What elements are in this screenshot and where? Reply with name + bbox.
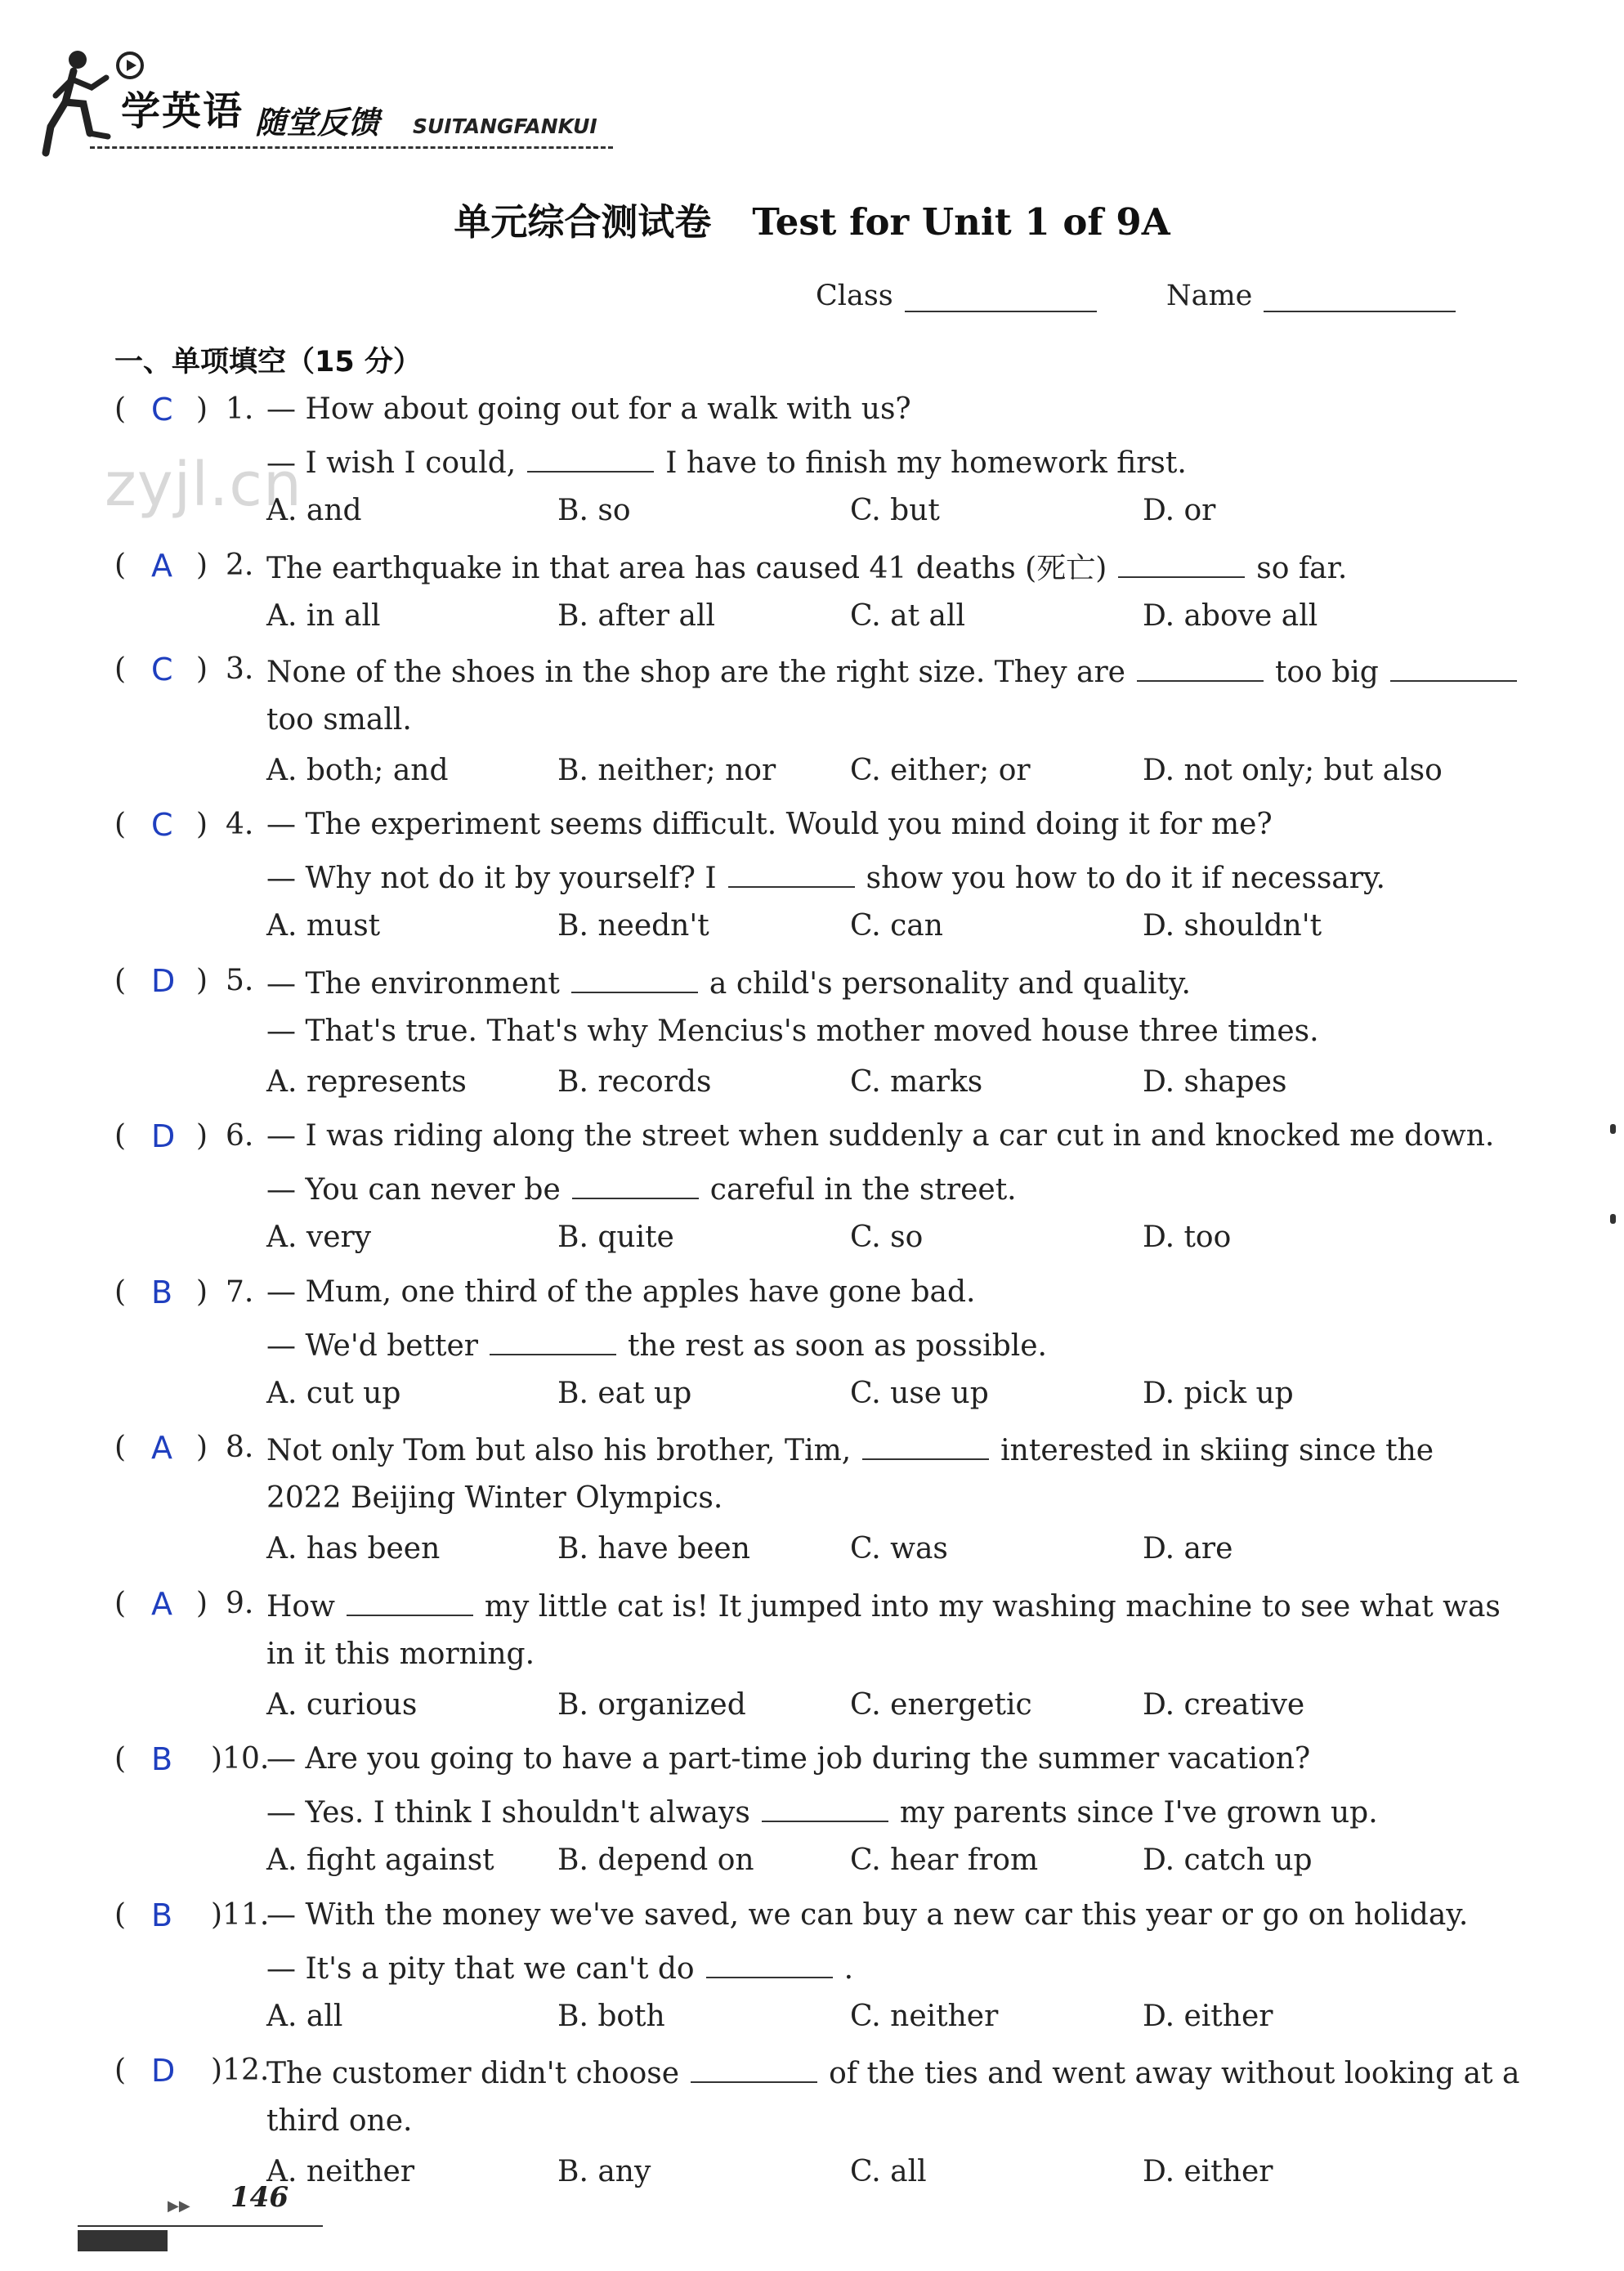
answer-letter: B	[151, 1741, 173, 1777]
page-title	[0, 192, 1624, 245]
question-number: 7.	[226, 1274, 254, 1309]
question-text: — I was riding along the street when suddenly a car cut in and knocked me down.	[266, 1119, 1495, 1153]
question-line	[0, 850, 1624, 901]
option-d[interactable]: D. too	[1143, 1221, 1232, 1254]
question-line	[0, 435, 1624, 486]
option-a[interactable]: A. all	[266, 1999, 343, 2033]
question-text: third one.	[266, 2104, 413, 2138]
question-stem	[266, 1006, 1319, 1057]
option-b[interactable]: B. after all	[557, 598, 716, 633]
question-text: too big	[1274, 655, 1379, 689]
question-number: )10.	[211, 1742, 270, 1776]
question-text: too small.	[266, 702, 412, 737]
footer-divider	[78, 2225, 323, 2227]
page-header	[41, 45, 613, 159]
question-number: 6.	[226, 1119, 254, 1153]
option-a[interactable]: A. both; and	[266, 753, 449, 787]
option-row	[0, 1524, 1624, 1574]
option-c[interactable]: C. hear from	[850, 1843, 1039, 1877]
option-c[interactable]: C. all	[850, 2155, 927, 2188]
answer-letter: C	[151, 807, 173, 843]
class-label: Class	[816, 280, 893, 312]
title-en: Test for Unit 1 of 9A	[752, 200, 1170, 244]
question-number: 3.	[226, 652, 254, 686]
option-b[interactable]: B. quite	[557, 1221, 674, 1254]
question-line	[0, 1006, 1624, 1057]
option-c[interactable]: C. neither	[850, 1999, 999, 2033]
question-stem	[266, 435, 1187, 489]
question-line	[0, 2096, 1624, 2147]
page-number: 146	[230, 2181, 289, 2214]
answer-paren-left: (	[114, 963, 127, 997]
question-item	[0, 1734, 1624, 1886]
header-sub: 随堂反馈	[255, 105, 380, 141]
question-stem	[266, 800, 1273, 850]
question-item	[0, 800, 1624, 952]
question-text: my parents since I've grown up.	[899, 1796, 1378, 1830]
question-stem	[266, 1111, 1494, 1162]
answer-blank[interactable]	[527, 435, 654, 473]
arrows-icon: ▶▶	[168, 2197, 190, 2215]
question-text: .	[843, 1951, 854, 1986]
question-item	[0, 956, 1624, 1108]
option-b[interactable]: B. neither; nor	[557, 753, 776, 787]
question-item	[0, 1579, 1624, 1731]
margin-dot	[1610, 1124, 1616, 1134]
question-stem	[266, 2045, 1519, 2099]
question-item	[0, 1890, 1624, 2042]
option-a[interactable]: A. has been	[266, 1532, 441, 1566]
answer-letter: A	[151, 547, 172, 584]
option-b[interactable]: B. so	[557, 494, 631, 527]
option-a[interactable]: A. curious	[266, 1687, 418, 1722]
question-line	[0, 800, 1624, 850]
question-number: 1.	[226, 392, 254, 426]
option-d[interactable]: D. either	[1143, 2155, 1273, 2188]
option-d[interactable]: D. either	[1143, 1999, 1273, 2033]
question-stem	[266, 850, 1385, 904]
header-latin: SUITANGFANKUI	[413, 114, 597, 138]
option-d[interactable]: D. shouldn't	[1143, 909, 1322, 943]
question-line	[0, 1890, 1624, 1941]
question-line	[0, 384, 1624, 435]
question-text: show you how to do it if necessary.	[866, 862, 1385, 895]
question-stem	[266, 644, 1528, 698]
question-item	[0, 1267, 1624, 1419]
question-item	[0, 384, 1624, 536]
answer-blank[interactable]	[706, 1941, 833, 1978]
question-item	[0, 1422, 1624, 1574]
option-d[interactable]: D. shapes	[1143, 1064, 1287, 1099]
option-a[interactable]: A. must	[266, 909, 381, 943]
option-row	[0, 746, 1624, 796]
option-b[interactable]: B. records	[557, 1064, 712, 1099]
question-text: — That's true. That's why Mencius's mother moved house three times.	[266, 1014, 1319, 1048]
question-number: 9.	[226, 1586, 254, 1620]
answer-letter: D	[151, 962, 176, 999]
answer-paren-right: )	[196, 548, 208, 582]
option-a[interactable]: A. and	[266, 494, 362, 527]
answer-paren-left: (	[114, 1586, 127, 1620]
question-text: — The experiment seems difficult. Would you mind doing it for me?	[266, 808, 1273, 841]
option-d[interactable]: D. not only; but also	[1143, 753, 1443, 787]
answer-paren-left: (	[114, 1431, 127, 1464]
answer-blank[interactable]	[691, 2045, 817, 2083]
name-label: Name	[1166, 280, 1253, 312]
answer-paren-right: )	[196, 1274, 208, 1309]
question-text: a child's personality and quality.	[709, 966, 1192, 1001]
answer-paren-left: (	[114, 1119, 127, 1153]
option-a[interactable]: A. cut up	[266, 1376, 401, 1410]
answer-letter: B	[151, 1274, 173, 1310]
answer-blank[interactable]	[572, 1162, 699, 1199]
option-d[interactable]: D. catch up	[1143, 1843, 1313, 1877]
footer-tag	[78, 2230, 168, 2251]
option-row	[0, 1057, 1624, 1108]
option-b[interactable]: B. any	[557, 2155, 651, 2188]
option-c[interactable]: C. energetic	[850, 1687, 1032, 1722]
answer-paren-right: )	[196, 1431, 208, 1464]
option-row	[0, 1680, 1624, 1731]
question-line	[0, 1267, 1624, 1318]
option-b[interactable]: B. eat up	[557, 1376, 692, 1410]
question-text: I have to finish my homework first.	[665, 446, 1187, 480]
question-item	[0, 2045, 1624, 2197]
answer-paren-left: (	[114, 392, 127, 426]
answer-paren-left: (	[114, 1274, 127, 1309]
answer-letter: D	[151, 1118, 176, 1154]
question-text: — With the money we've saved, we can buy a new car this year or go on holiday.	[266, 1897, 1469, 1932]
question-number: 5.	[226, 963, 254, 997]
question-line	[0, 644, 1624, 695]
answer-letter: D	[151, 2053, 176, 2089]
answer-paren-left: (	[114, 652, 127, 686]
question-text: — Yes. I think I shouldn't always	[266, 1796, 750, 1830]
question-text: The earthquake in that area has caused 41 deaths (死亡)	[266, 551, 1107, 585]
question-text: None of the shoes in the shop are the right size. They are	[266, 655, 1125, 689]
watermark: zyjl.cn	[105, 450, 302, 520]
option-a[interactable]: A. in all	[266, 598, 381, 633]
question-stem	[266, 2096, 412, 2147]
question-stem	[266, 1473, 723, 1524]
question-text: careful in the street.	[709, 1173, 1017, 1207]
question-text: my little cat is! It jumped into my washing machine to see what was	[484, 1589, 1501, 1624]
option-b[interactable]: B. have been	[557, 1532, 750, 1566]
question-text: interested in skiing since the	[1000, 1434, 1434, 1467]
option-b[interactable]: B. needn't	[557, 909, 709, 943]
question-stem	[266, 1734, 1310, 1785]
play-icon	[116, 52, 144, 79]
question-stem	[266, 1941, 853, 1995]
option-row	[0, 591, 1624, 642]
question-stem	[266, 1162, 1017, 1216]
question-line	[0, 1579, 1624, 1629]
answer-blank[interactable]	[762, 1785, 888, 1822]
question-text: — You can never be	[266, 1173, 561, 1207]
answer-paren-right: )	[196, 1586, 208, 1620]
option-c[interactable]: C. use up	[850, 1376, 989, 1410]
option-c[interactable]: C. at all	[850, 598, 966, 633]
option-a[interactable]: A. very	[266, 1221, 372, 1254]
question-line	[0, 956, 1624, 1006]
question-line	[0, 1734, 1624, 1785]
question-stem	[266, 1629, 535, 1680]
question-number: )12.	[211, 2054, 270, 2087]
question-item	[0, 644, 1624, 796]
answer-paren-left: (	[114, 548, 127, 582]
name-input[interactable]	[1264, 280, 1456, 312]
option-c[interactable]: C. so	[850, 1221, 924, 1254]
question-line	[0, 2045, 1624, 2096]
question-text: — How about going out for a walk with us?	[266, 392, 911, 426]
question-text: 2022 Beijing Winter Olympics.	[266, 1481, 723, 1515]
class-field	[816, 280, 1097, 312]
section-heading: 一、单项填空（15 分）	[114, 346, 422, 378]
answer-paren-left: (	[114, 808, 127, 841]
question-text: — I wish I could,	[266, 446, 517, 480]
option-c[interactable]: C. marks	[850, 1064, 983, 1099]
class-input[interactable]	[905, 280, 1097, 312]
option-row	[0, 1991, 1624, 2042]
answer-letter: C	[151, 651, 173, 688]
option-a[interactable]: A. fight against	[266, 1843, 494, 1877]
answer-blank[interactable]	[490, 1318, 616, 1355]
question-line	[0, 1162, 1624, 1212]
option-d[interactable]: D. creative	[1143, 1687, 1305, 1722]
answer-letter: C	[151, 392, 173, 428]
question-text: — The environment	[266, 966, 560, 1001]
question-stem	[266, 1318, 1047, 1372]
answer-paren-right: )	[196, 392, 208, 426]
question-line	[0, 1629, 1624, 1680]
question-line	[0, 1473, 1624, 1524]
margin-dot	[1610, 1214, 1616, 1224]
question-text: of the ties and went away without looking at a	[829, 2057, 1520, 2090]
answer-blank[interactable]	[347, 1579, 473, 1616]
question-text: How	[266, 1589, 335, 1624]
answer-paren-right: )	[196, 963, 208, 997]
answer-blank[interactable]	[1137, 644, 1264, 682]
option-c[interactable]: C. can	[850, 909, 943, 943]
option-b[interactable]: B. both	[557, 1999, 665, 2033]
answer-blank[interactable]	[1390, 644, 1517, 682]
question-line	[0, 1785, 1624, 1835]
name-field	[1166, 280, 1456, 312]
question-stem	[266, 1267, 976, 1318]
question-stem	[266, 695, 412, 746]
question-text: The customer didn't choose	[266, 2057, 680, 2090]
option-a[interactable]: A. represents	[266, 1064, 467, 1099]
header-divider	[90, 146, 613, 149]
question-stem	[266, 540, 1347, 594]
answer-blank[interactable]	[1118, 540, 1245, 578]
question-item	[0, 1111, 1624, 1263]
option-d[interactable]: D. pick up	[1143, 1376, 1294, 1410]
question-stem	[266, 1579, 1501, 1633]
question-text: — Are you going to have a part-time job during the summer vacation?	[266, 1742, 1311, 1776]
option-row	[0, 486, 1624, 536]
option-b[interactable]: B. depend on	[557, 1843, 754, 1877]
answer-paren-left: (	[114, 2054, 127, 2087]
answer-blank[interactable]	[571, 956, 698, 993]
question-line	[0, 695, 1624, 746]
answer-paren-left: (	[114, 1742, 127, 1776]
option-c[interactable]: C. but	[850, 494, 940, 527]
option-row	[0, 1368, 1624, 1419]
option-d[interactable]: D. are	[1143, 1532, 1233, 1566]
option-c[interactable]: C. either; or	[850, 753, 1031, 787]
option-row	[0, 901, 1624, 952]
answer-paren-left: (	[114, 1897, 127, 1932]
question-line	[0, 1318, 1624, 1368]
answer-blank[interactable]	[728, 850, 855, 888]
answer-blank[interactable]	[862, 1422, 989, 1460]
question-number: )11.	[211, 1897, 270, 1932]
question-text: Not only Tom but also his brother, Tim,	[266, 1434, 852, 1467]
option-d[interactable]: D. or	[1143, 494, 1216, 527]
answer-paren-right: )	[196, 808, 208, 841]
question-text: the rest as soon as possible.	[628, 1328, 1047, 1363]
question-line	[0, 1941, 1624, 1991]
question-text: — Mum, one third of the apples have gone bad.	[266, 1274, 976, 1309]
question-item	[0, 540, 1624, 642]
question-line	[0, 1111, 1624, 1162]
question-stem	[266, 956, 1191, 1010]
answer-letter: A	[151, 1430, 172, 1466]
option-row	[0, 1212, 1624, 1263]
question-number: 2.	[226, 548, 254, 582]
option-d[interactable]: D. above all	[1143, 598, 1318, 633]
question-stem	[266, 1785, 1378, 1839]
question-stem	[266, 384, 911, 435]
question-line	[0, 540, 1624, 591]
option-a[interactable]: A. neither	[266, 2155, 415, 2188]
answer-letter: B	[151, 1897, 173, 1933]
answer-paren-right: )	[196, 1119, 208, 1153]
question-line	[0, 1422, 1624, 1473]
question-stem	[266, 1890, 1468, 1941]
question-number: 8.	[226, 1431, 254, 1464]
question-text: in it this morning.	[266, 1637, 535, 1671]
question-text: — Why not do it by yourself? I	[266, 862, 717, 895]
question-text: so far.	[1256, 551, 1348, 585]
option-c[interactable]: C. was	[850, 1532, 948, 1566]
question-text: — It's a pity that we can't do	[266, 1951, 695, 1986]
title-cn: 单元综合测试卷	[454, 200, 712, 244]
header-brand: 学英语	[121, 88, 244, 134]
option-b[interactable]: B. organized	[557, 1687, 746, 1722]
question-text: — We'd better	[266, 1328, 478, 1363]
answer-letter: A	[151, 1585, 172, 1622]
option-row	[0, 1835, 1624, 1886]
answer-paren-right: )	[196, 652, 208, 686]
question-stem	[266, 1422, 1434, 1476]
question-number: 4.	[226, 808, 254, 841]
